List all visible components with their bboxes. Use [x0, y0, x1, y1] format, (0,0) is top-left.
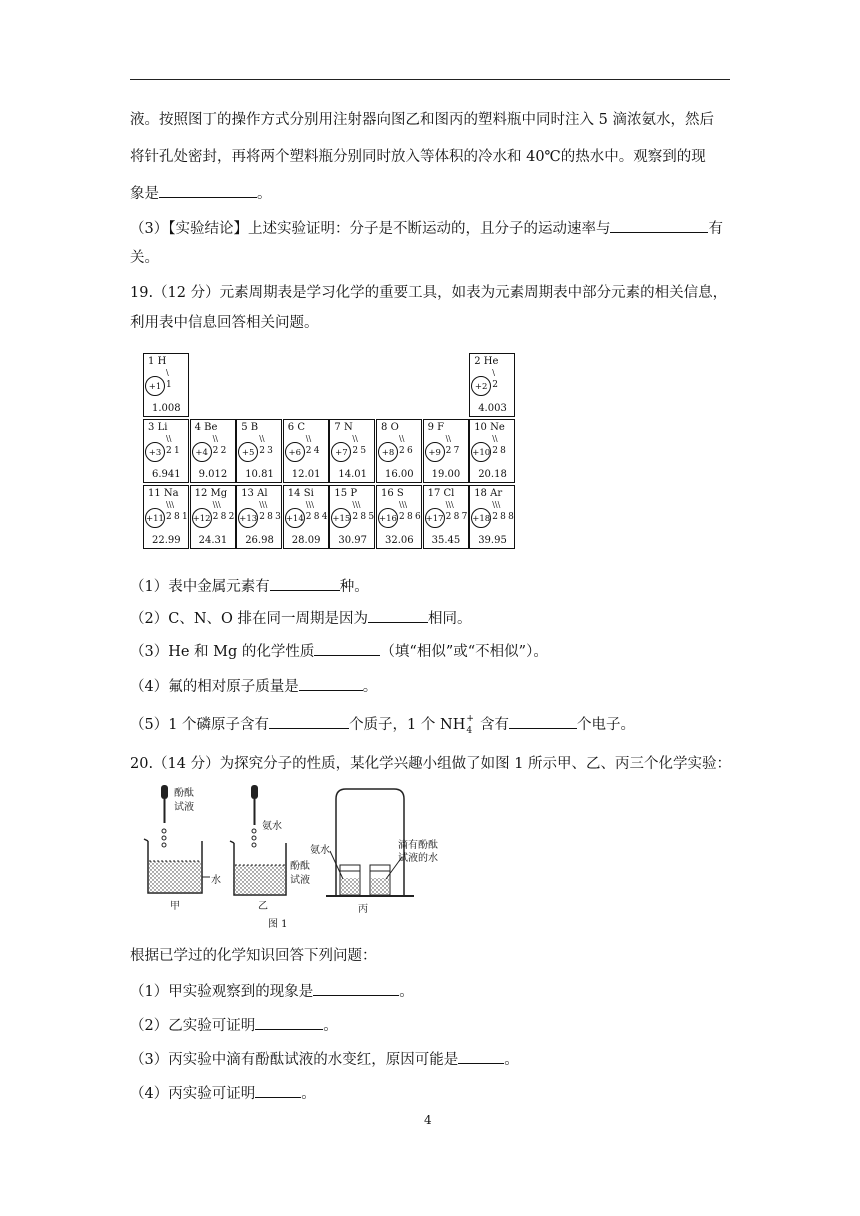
q20-sub3: （3）丙实验中滴有酚酞试液的水变红，原因可能是 。 — [130, 1049, 519, 1070]
electron-shells: 2 3 — [259, 446, 273, 456]
label-reagent: 试液 — [174, 802, 194, 813]
atomic-number: 10 — [474, 422, 487, 433]
figure-caption: 图 1 — [268, 919, 288, 930]
element-cell-be — [190, 419, 236, 483]
atomic-number: 4 — [194, 422, 201, 433]
element-name: Al — [257, 488, 268, 499]
electron-shells: 2 8 4 — [305, 512, 328, 522]
nucleus-charge: +16 — [378, 508, 398, 528]
electron-shells: 2 2 — [212, 446, 227, 456]
answer-blank[interactable] — [368, 608, 428, 623]
element-name: B — [250, 422, 259, 433]
label-bing: 丙 — [358, 904, 368, 915]
q19-sub1: （1）表中金属元素有 种。 — [130, 576, 369, 597]
paragraph-line: 液。按照图丁的操作方式分别用注射器向图乙和图丙的塑料瓶中同时注入 5 滴浓氨水，然后 — [130, 112, 714, 128]
atomic-mass: 39.95 — [478, 535, 507, 546]
element-cell-b — [236, 419, 282, 483]
nucleus-charge: +9 — [425, 442, 445, 462]
element-symbol — [148, 422, 167, 433]
nucleus-charge: +2 — [471, 376, 491, 396]
header-rule — [130, 79, 730, 80]
nucleus-charge: +8 — [378, 442, 398, 462]
atomic-number: 3 — [148, 422, 155, 433]
element-symbol — [288, 488, 314, 499]
nucleus-charge: +5 — [238, 442, 258, 462]
atomic-mass: 14.01 — [338, 469, 368, 480]
atomic-number: 13 — [241, 488, 254, 499]
electron-shells: 2 8 5 — [352, 512, 374, 522]
element-symbol — [288, 422, 305, 433]
label-ammonia: 氨水 — [310, 845, 330, 856]
question-19-heading: 利用表中信息回答相关问题。 — [130, 315, 319, 331]
shell-arcs: \\\ — [399, 500, 408, 509]
element-symbol — [334, 488, 357, 499]
element-cell-na — [143, 485, 189, 549]
answer-blank[interactable] — [314, 641, 380, 656]
atomic-number: 2 — [474, 356, 481, 367]
shell-arcs: \\ — [259, 434, 265, 443]
element-symbol — [241, 422, 258, 433]
electron-shells: 1 — [166, 380, 172, 390]
element-name: Mg — [210, 488, 228, 499]
element-cell-ar — [469, 485, 515, 549]
element-name: P — [350, 488, 358, 499]
element-name: He — [483, 356, 499, 367]
paragraph-line: 关。 — [130, 250, 159, 266]
electron-shells: 2 1 — [166, 446, 180, 456]
electron-shells: 2 6 — [399, 446, 413, 456]
element-cell-si — [283, 485, 329, 549]
answer-blank[interactable] — [269, 714, 349, 729]
element-name: F — [437, 422, 445, 433]
electron-shells: 2 8 1 — [166, 512, 188, 522]
element-symbol — [148, 488, 179, 499]
element-name: S — [396, 488, 404, 499]
answer-blank[interactable] — [255, 1083, 301, 1098]
element-cell-n — [329, 419, 375, 483]
atomic-mass: 32.06 — [385, 535, 414, 546]
element-cell-h — [143, 353, 189, 417]
element-cell-f — [423, 419, 469, 483]
atomic-number: 16 — [381, 488, 394, 499]
q20-intro: 根据已学过的化学知识回答下列问题： — [130, 948, 377, 964]
element-name: Si — [303, 488, 314, 499]
element-name: Cl — [443, 488, 455, 499]
ion-charge: + 4 — [466, 714, 474, 736]
nucleus-charge: +13 — [238, 508, 258, 528]
element-cell-s — [376, 485, 422, 549]
element-name: N — [343, 422, 353, 433]
atomic-number: 12 — [194, 488, 208, 499]
atomic-number: 18 — [474, 488, 487, 499]
shell-arcs: \\\ — [352, 500, 361, 509]
element-cell-p — [329, 485, 375, 549]
element-name: H — [157, 356, 167, 367]
shell-arcs: \\ — [399, 434, 405, 443]
element-symbol — [195, 488, 228, 499]
q19-sub4: （4）氟的相对原子质量是 。 — [130, 676, 377, 697]
label-reagent: 试液 — [290, 875, 310, 886]
q20-sub1: （1）甲实验观察到的现象是 。 — [130, 981, 414, 1002]
element-symbol — [474, 422, 505, 433]
element-symbol — [148, 356, 166, 367]
atomic-number: 6 — [287, 422, 295, 433]
shell-arcs: \ — [166, 368, 169, 377]
electron-shells: 2 4 — [305, 446, 320, 456]
element-name: Na — [163, 488, 179, 499]
nucleus-charge: +18 — [471, 508, 491, 528]
label-ammonia: 氨水 — [262, 821, 282, 832]
atomic-number: 9 — [427, 422, 434, 433]
paragraph-line: 象是 。 — [130, 183, 272, 204]
nucleus-charge: +1 — [145, 376, 165, 396]
paragraph-line: 将针孔处密封，再将两个塑料瓶分别同时放入等体积的冷水和 40℃的热水中。观察到的现 — [130, 149, 706, 165]
atomic-number: 17 — [427, 488, 441, 499]
answer-blank[interactable] — [509, 714, 577, 729]
element-symbol — [334, 422, 352, 433]
page-number: 4 — [424, 1113, 432, 1127]
atomic-mass: 10.81 — [245, 469, 274, 480]
nucleus-charge: +11 — [145, 508, 165, 528]
atomic-mass: 26.98 — [245, 535, 274, 546]
nucleus-charge: +12 — [192, 508, 212, 528]
q20-sub4: （4）丙实验可证明 。 — [130, 1083, 316, 1104]
q19-sub5: （5）1 个磷原子含有 个质子，1 个 NH + 4 含有 个电子。 — [130, 714, 635, 736]
atomic-mass: 12.01 — [291, 469, 321, 480]
element-symbol — [428, 422, 445, 433]
atomic-number: 1 — [148, 356, 155, 367]
atomic-mass: 22.99 — [152, 535, 181, 546]
element-cell-he — [469, 353, 515, 417]
element-symbol — [195, 422, 218, 433]
shell-arcs: \\ — [445, 434, 451, 443]
electron-shells: 2 8 6 — [399, 512, 421, 522]
q20-sub2: （2）乙实验可证明 。 — [130, 1015, 338, 1036]
atomic-mass: 24.31 — [198, 535, 228, 546]
atomic-number: 15 — [334, 488, 348, 499]
atomic-mass: 1.008 — [152, 403, 181, 414]
shell-arcs: \\ — [352, 434, 358, 443]
element-name: Ar — [490, 488, 503, 499]
answer-blank[interactable] — [313, 981, 399, 996]
answer-blank[interactable] — [255, 1015, 323, 1030]
element-symbol — [474, 488, 502, 499]
shell-arcs: \\\ — [492, 500, 501, 509]
nucleus-charge: +17 — [425, 508, 445, 528]
label-phenolphthalein: 酚酞 — [290, 861, 310, 872]
shell-arcs: \\ — [305, 434, 312, 443]
element-name: Li — [157, 422, 168, 433]
element-cell-cl — [423, 485, 469, 549]
element-cell-c — [283, 419, 329, 483]
shell-arcs: \\\ — [305, 500, 314, 509]
electron-shells: 2 8 — [492, 446, 506, 456]
shell-arcs: \\\ — [445, 500, 454, 509]
conclusion-line: （3）【实验结论】上述实验证明：分子是不断运动的，且分子的运动速率与 有 — [130, 218, 723, 239]
element-name: Ne — [490, 422, 505, 433]
atomic-mass: 19.00 — [431, 469, 461, 480]
element-cell-al — [236, 485, 282, 549]
element-symbol — [428, 488, 455, 499]
atomic-mass: 30.97 — [338, 535, 368, 546]
answer-blank[interactable] — [159, 183, 257, 198]
shell-arcs: \\ — [212, 434, 218, 443]
element-symbol — [381, 488, 404, 499]
electron-shells: 2 8 8 — [492, 512, 514, 522]
atomic-number: 8 — [381, 422, 388, 433]
atomic-mass: 16.00 — [385, 469, 414, 480]
element-name: C — [297, 422, 306, 433]
atomic-mass: 20.18 — [478, 469, 507, 480]
nucleus-charge: +4 — [192, 442, 212, 462]
atomic-mass: 4.003 — [478, 403, 507, 414]
atomic-number: 5 — [241, 422, 248, 433]
figure-1 — [140, 783, 440, 933]
answer-blank[interactable] — [270, 576, 340, 591]
electron-shells: 2 — [492, 380, 498, 390]
answer-blank[interactable] — [458, 1049, 504, 1064]
nucleus-charge: +7 — [331, 442, 351, 462]
shell-arcs: \\\ — [212, 500, 221, 509]
element-symbol — [474, 356, 498, 367]
atomic-mass: 9.012 — [198, 469, 228, 480]
shell-arcs: \\ — [166, 434, 172, 443]
q19-sub3: （3）He 和 Mg 的化学性质 （填“相似”或“不相似”）。 — [130, 641, 548, 662]
element-cell-ne — [469, 419, 515, 483]
shell-arcs: \\\ — [166, 500, 175, 509]
label-phenolphthalein: 酚酞 — [174, 788, 194, 799]
nucleus-charge: +6 — [285, 442, 305, 462]
electron-shells: 2 5 — [352, 446, 366, 456]
element-cell-li — [143, 419, 189, 483]
answer-blank[interactable] — [299, 676, 363, 691]
atomic-number: 7 — [334, 422, 341, 433]
q19-sub2: （2）C、N、O 排在同一周期是因为 相同。 — [130, 608, 472, 629]
atomic-number: 11 — [148, 488, 161, 499]
nucleus-charge: +3 — [145, 442, 165, 462]
element-symbol — [241, 488, 267, 499]
shell-arcs: \ — [492, 368, 495, 377]
element-symbol — [381, 422, 399, 433]
electron-shells: 2 7 — [445, 446, 460, 456]
atomic-mass: 35.45 — [431, 535, 461, 546]
electron-shells: 2 8 2 — [212, 512, 234, 522]
question-20-heading: 20.（14 分）为探究分子的性质，某化学兴趣小组做了如图 1 所示甲、乙、丙三个化学实验： — [130, 756, 732, 772]
shell-arcs: \\\ — [259, 500, 268, 509]
label-bing-water: 滴有酚酞 — [398, 840, 438, 851]
nucleus-charge: +15 — [331, 508, 351, 528]
atomic-mass: 28.09 — [291, 535, 321, 546]
element-name: Be — [204, 422, 218, 433]
element-cell-o — [376, 419, 422, 483]
nucleus-charge: +10 — [471, 442, 491, 462]
electron-shells: 2 8 3 — [259, 512, 281, 522]
question-19-heading: 19.（12 分）元素周期表是学习化学的重要工具，如表为元素周期表中部分元素的相关信息， — [130, 285, 728, 301]
label-jia: 甲 — [170, 901, 180, 912]
electron-shells: 2 8 7 — [445, 512, 467, 522]
label-bing-water: 试液的水 — [398, 853, 438, 864]
atomic-number: 14 — [287, 488, 301, 499]
atomic-mass: 6.941 — [152, 469, 181, 480]
element-name: O — [390, 422, 399, 433]
label-yi: 乙 — [258, 901, 268, 912]
element-cell-mg — [190, 485, 236, 549]
label-water: 水 — [211, 875, 221, 886]
periodic-table — [143, 353, 516, 552]
answer-blank[interactable] — [610, 218, 708, 233]
shell-arcs: \\ — [492, 434, 498, 443]
nucleus-charge: +14 — [285, 508, 305, 528]
